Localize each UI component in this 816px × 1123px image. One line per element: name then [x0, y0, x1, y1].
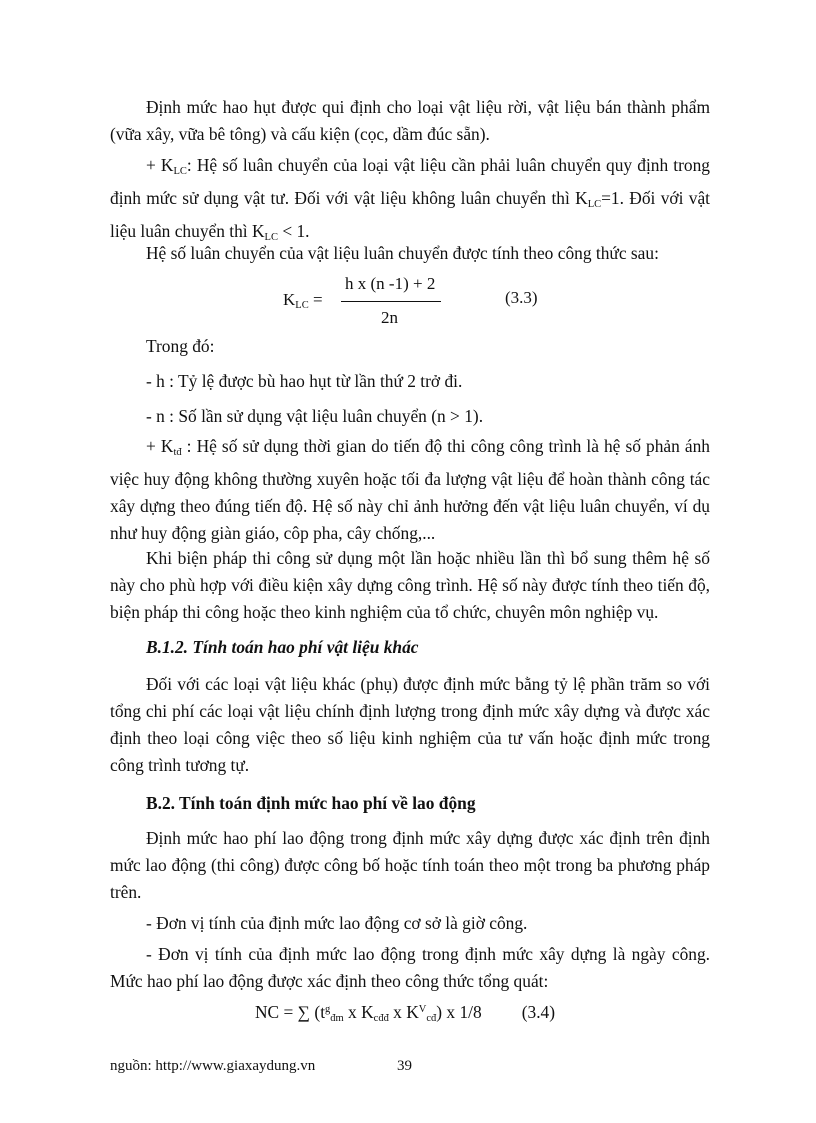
subscript: LC: [264, 232, 278, 243]
formula-denominator: 2n: [381, 308, 398, 327]
superscript: g: [325, 1004, 331, 1015]
formula-3-3: [283, 274, 583, 340]
subscript: LC: [173, 166, 187, 177]
equation-number: (3.4): [521, 1002, 556, 1022]
trong-do-label: Trong đó:: [146, 336, 215, 356]
paragraph-hao-hut: [110, 94, 710, 148]
heading-b2: B.2. Tính toán định mức hao phí về lao động: [146, 793, 476, 813]
text-run: : Hệ số luân chuyển của loại vật liệu cần phải luân chuyển quy định trong định mức sử dụng vật tư. Đối với vật liệu không luân chuyển thì K: [110, 155, 710, 208]
text-run: =1. Đối với vật liệu luân chuyển thì K: [110, 188, 710, 241]
definition-h: - h : Tỷ lệ được bù hao hụt từ lần thứ 2 trở đi.: [146, 371, 463, 391]
paragraph-ktd: [110, 433, 710, 547]
subscript: đm: [330, 1013, 344, 1024]
page-number: 39: [397, 1058, 412, 1074]
subscript: cđđ: [373, 1013, 389, 1024]
formula-text: x K: [343, 1002, 374, 1022]
equals-sign: =: [308, 290, 323, 309]
text-run: + K: [146, 436, 174, 456]
paragraph-don-vi-co-so: - Đơn vị tính của định mức lao động cơ sở là giờ công.: [146, 913, 528, 933]
subscript: LC: [295, 300, 309, 311]
text-run: : Hệ số sử dụng thời gian do tiến độ thi công công trình là hệ số phản ánh việc huy động không thường xuyên hoặc tối đa lượng vật liệu để hoàn thành công tác xây dựng theo đúng tiến độ. Hệ số này chỉ ảnh hưởng đến vật liệu luân chuyển, ví dụ như huy động giàn giáo, côp pha, cây chống,...: [110, 436, 710, 543]
text-run: + K: [146, 155, 174, 175]
subscript: tđ: [173, 447, 182, 458]
paragraph-vat-lieu-khac: Đối với các loại vật liệu khác (phụ) được định mức bằng tỷ lệ phần trăm so với tổng chi phí các loại vật liệu chính định lượng trong định mức xây dựng và được xác định theo loại công việc theo số liệu kinh nghiệm của tư vấn hoặc định mức trong công trình tương tự.: [110, 674, 710, 775]
paragraph-he-so-intro: Hệ số luân chuyển của vật liệu luân chuyển được tính theo công thức sau:: [146, 243, 659, 263]
formula-lhs: [283, 290, 323, 311]
formula-symbol: K: [283, 290, 296, 309]
formula-text: NC = ∑ (t: [255, 1002, 326, 1022]
formula-text: x K: [388, 1002, 419, 1022]
footer-source: nguồn: http://www.giaxaydung.vn: [110, 1058, 316, 1074]
formula-text: ) x 1/8: [436, 1002, 482, 1022]
text-run: < 1.: [277, 221, 310, 241]
formula-3-4: [255, 1002, 555, 1024]
definition-n: - n : Số lần sử dụng vật liệu luân chuyển (n > 1).: [146, 406, 484, 426]
paragraph-don-vi-xay-dung: - Đơn vị tính của định mức lao động trong định mức xây dựng là ngày công. Mức hao phí lao động được xác định theo công thức tổng quát:: [110, 944, 710, 991]
formula-numerator: h x (n -1) + 2: [345, 274, 436, 293]
heading-b12: B.1.2. Tính toán hao phí vật liệu khác: [146, 637, 419, 657]
subscript: LC: [587, 199, 602, 210]
paragraph-klc: [110, 152, 710, 251]
paragraph-lao-dong: Định mức hao phí lao động trong định mức xây dựng được xác định trên định mức lao động (thi công) được công bố hoặc tính toán theo một trong ba phương pháp trên.: [110, 828, 710, 902]
equation-number: (3.3): [505, 288, 538, 307]
subscript: cđ: [426, 1013, 437, 1024]
paragraph-bien-phap: Khi biện pháp thi công sử dụng một lần hoặc nhiều lần thì bổ sung thêm hệ số này cho phù hợp với điều kiện xây dựng công trình. Hệ số này được tính theo tiến độ, biện pháp thi công hoặc theo kinh nghiệm của tổ chức, chuyên môn nghiệp vụ.: [110, 548, 710, 622]
superscript: V: [418, 1004, 427, 1015]
paragraph-text: Định mức hao hụt được qui định cho loại vật liệu rời, vật liệu bán thành phẩm (vữa xây, vữa bê tông) và cấu kiện (cọc, dầm đúc sẵn).: [110, 97, 710, 144]
fraction-bar: [341, 301, 441, 302]
